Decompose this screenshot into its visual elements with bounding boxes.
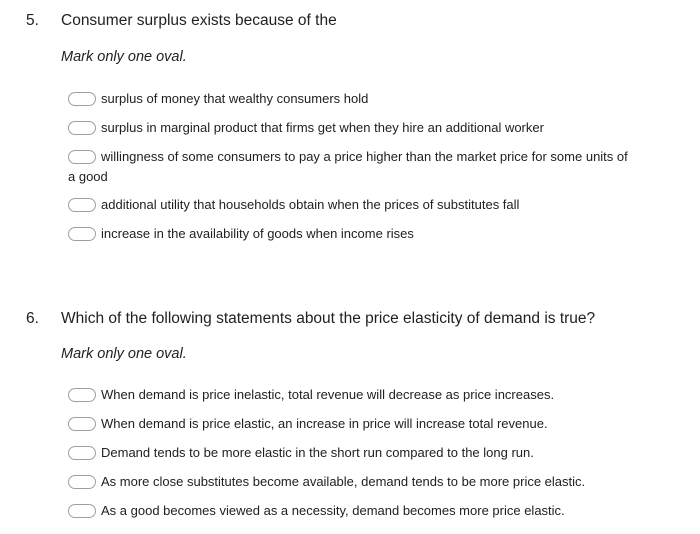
radio-option[interactable] <box>68 472 638 492</box>
radio-option-label: additional utility that households obtain when the prices of substitutes fall <box>101 197 520 212</box>
question-title: Which of the following statements about the price elasticity of demand is true? <box>61 310 596 327</box>
question-number: 5. <box>26 12 39 29</box>
radio-oval-icon[interactable] <box>68 227 96 241</box>
radio-option[interactable] <box>68 118 638 138</box>
radio-option[interactable] <box>68 89 638 109</box>
radio-option-label: As more close substitutes become available, demand tends to be more price elastic. <box>101 474 586 489</box>
radio-option-label: Demand tends to be more elastic in the short run compared to the long run. <box>101 445 534 460</box>
radio-option-label: surplus in marginal product that firms get when they hire an additional worker <box>101 120 544 135</box>
radio-oval-icon[interactable] <box>68 198 96 212</box>
radio-option[interactable] <box>68 443 638 463</box>
radio-option[interactable] <box>68 147 628 187</box>
radio-option-label: willingness of some consumers to pay a price higher than the market price for some units of a good <box>68 149 628 184</box>
radio-oval-icon[interactable] <box>68 150 96 164</box>
radio-oval-icon[interactable] <box>68 475 96 489</box>
radio-oval-icon[interactable] <box>68 417 96 431</box>
radio-oval-icon[interactable] <box>68 121 96 135</box>
question-instruction: Mark only one oval. <box>61 346 187 362</box>
radio-oval-icon[interactable] <box>68 504 96 518</box>
radio-option-label: When demand is price elastic, an increase in price will increase total revenue. <box>101 416 548 431</box>
question-number: 6. <box>26 310 39 327</box>
radio-option-label: When demand is price inelastic, total revenue will decrease as price increases. <box>101 387 555 402</box>
radio-oval-icon[interactable] <box>68 446 96 460</box>
radio-option-label: surplus of money that wealthy consumers hold <box>101 91 369 106</box>
radio-option[interactable] <box>68 385 638 405</box>
radio-oval-icon[interactable] <box>68 388 96 402</box>
question-instruction: Mark only one oval. <box>61 49 187 65</box>
radio-option-label: As a good becomes viewed as a necessity, demand becomes more price elastic. <box>101 503 565 518</box>
radio-option[interactable] <box>68 224 638 244</box>
radio-oval-icon[interactable] <box>68 92 96 106</box>
radio-option-label: increase in the availability of goods when income rises <box>101 226 414 241</box>
radio-option[interactable] <box>68 501 638 521</box>
radio-option[interactable] <box>68 414 638 434</box>
question-title: Consumer surplus exists because of the <box>61 12 337 29</box>
radio-option[interactable] <box>68 195 638 215</box>
